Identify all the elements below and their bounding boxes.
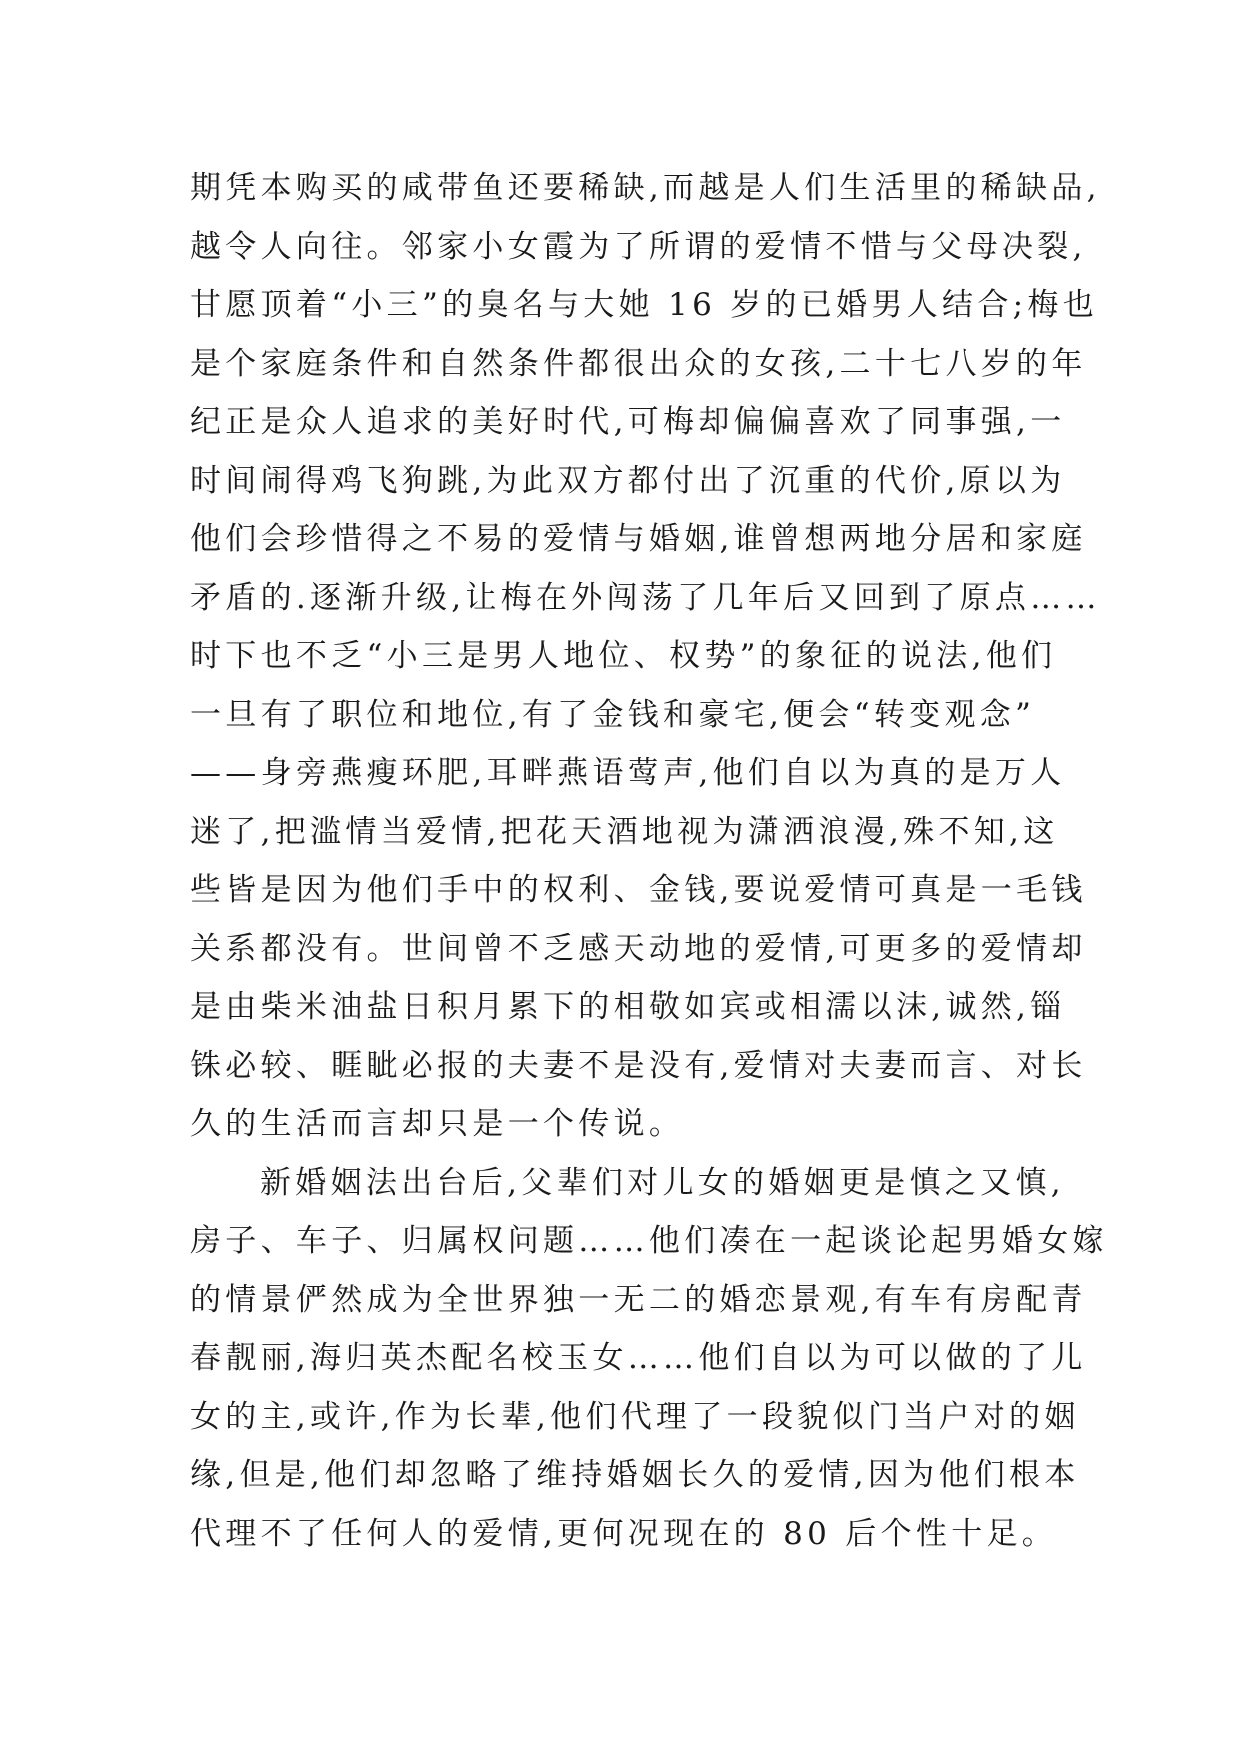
text-line: 是由柴米油盐日积月累下的相敬如宾或相濡以沫,诚然,锱 <box>190 989 1066 1025</box>
text-line: 迷了,把滥情当爱情,把花天酒地视为潇洒浪漫,殊不知,这 <box>190 813 1059 850</box>
text-line: 些皆是因为他们手中的权利、金钱,要说爱情可真是一毛钱 <box>190 872 1087 908</box>
text-line: 甘愿顶着“小三”的臭名与大她 16 岁的已婚男人结合;梅也 <box>190 287 1098 323</box>
paragraph-2 <box>190 1154 1108 1564</box>
text-line: 期凭本购买的咸带鱼还要稀缺,而越是人们生活里的稀缺品, <box>190 170 1101 206</box>
text-line: 新婚姻法出台后,父辈们对儿女的婚姻更是慎之又慎, <box>260 1164 1065 1201</box>
text-line: 的情景俨然成为全世界独一无二的婚恋景观,有车有房配青 <box>190 1281 1087 1318</box>
text-line: 代理不了任何人的爱情,更何况现在的 80 后个性十足。 <box>190 1515 1058 1552</box>
text-line: 关系都没有。世间曾不乏感天动地的爱情,可更多的爱情却 <box>190 930 1087 967</box>
text-line: 缘,但是,他们却忽略了维持婚姻长久的爱情,因为他们根本 <box>190 1457 1080 1493</box>
text-line: 女的主,或许,作为长辈,他们代理了一段貌似门当户对的姻 <box>190 1398 1080 1435</box>
text-line: 春靓丽,海归英杰配名校玉女……他们自以为可以做的了儿 <box>190 1340 1087 1376</box>
body-text <box>190 159 1108 1563</box>
text-line: 他们会珍惜得之不易的爱情与婚姻,谁曾想两地分居和家庭 <box>190 521 1087 557</box>
text-line: 时间闹得鸡飞狗跳,为此双方都付出了沉重的代价,原以为 <box>190 462 1066 499</box>
text-line: ——身旁燕瘦环肥,耳畔燕语莺声,他们自以为真的是万人 <box>190 755 1066 791</box>
text-line: 久的生活而言却只是一个传说。 <box>190 1106 685 1142</box>
text-line: 是个家庭条件和自然条件都很出众的女孩,二十七八岁的年 <box>190 345 1087 382</box>
text-line: 房子、车子、归属权问题……他们凑在一起谈论起男婚女嫁 <box>190 1223 1108 1259</box>
text-line: 一旦有了职位和地位,有了金钱和豪宅,便会“转变观念” <box>190 696 1036 733</box>
paragraph-1 <box>190 159 1101 1154</box>
text-line: 时下也不乏“小三是男人地位、权势”的象征的说法,他们 <box>190 638 1057 674</box>
text-line: 铢必较、睚眦必报的夫妻不是没有,爱情对夫妻而言、对长 <box>190 1047 1087 1084</box>
text-line: 越令人向往。邻家小女霞为了所谓的爱情不惜与父母决裂, <box>190 228 1087 265</box>
text-line: 矛盾的.逐渐升级,让梅在外闯荡了几年后又回到了原点…… <box>190 579 1101 616</box>
text-line: 纪正是众人追求的美好时代,可梅却偏偏喜欢了同事强,一 <box>190 404 1066 440</box>
